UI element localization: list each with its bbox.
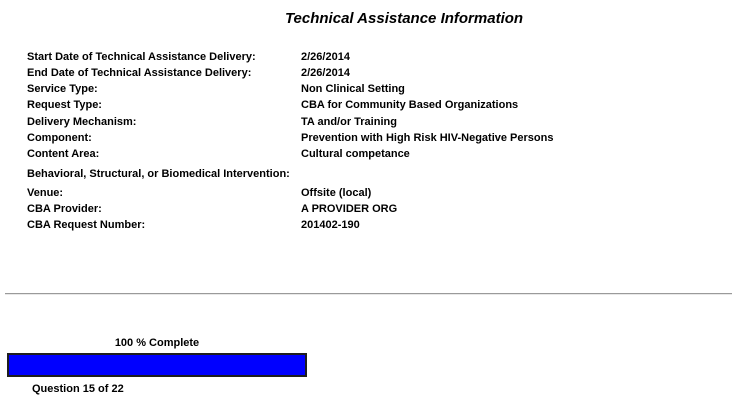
field-value: Cultural competance <box>301 148 410 160</box>
field-label: Service Type: <box>27 83 98 95</box>
field-label: Behavioral, Structural, or Biomedical Intervention: <box>27 168 290 180</box>
field-value: Prevention with High Risk HIV-Negative Persons <box>301 132 554 144</box>
progress-label: 100 % Complete <box>114 337 200 349</box>
field-label: Component: <box>27 132 92 144</box>
field-value: 201402-190 <box>301 219 360 231</box>
question-counter: Question 15 of 22 <box>32 383 124 395</box>
field-value: 2/26/2014 <box>301 67 350 79</box>
field-label: Venue: <box>27 187 64 199</box>
progress-bar-fill <box>9 355 305 375</box>
field-label: End Date of Technical Assistance Delivery: <box>27 67 252 79</box>
field-value: TA and/or Training <box>301 116 397 128</box>
field-label: Request Type: <box>27 99 102 111</box>
field-value: A PROVIDER ORG <box>301 203 398 215</box>
page-title: Technical Assistance Information <box>284 10 524 27</box>
progress-bar <box>7 353 307 377</box>
field-value: Offsite (local) <box>301 187 372 199</box>
field-value: 2/26/2014 <box>301 51 350 63</box>
field-label: Content Area: <box>27 148 100 160</box>
field-value: Non Clinical Setting <box>301 83 405 95</box>
section-divider <box>5 293 732 295</box>
field-label: CBA Request Number: <box>27 219 146 231</box>
field-value: CBA for Community Based Organizations <box>301 99 519 111</box>
field-label: Start Date of Technical Assistance Delivery: <box>27 51 256 63</box>
field-label: CBA Provider: <box>27 203 102 215</box>
field-label: Delivery Mechanism: <box>27 116 137 128</box>
